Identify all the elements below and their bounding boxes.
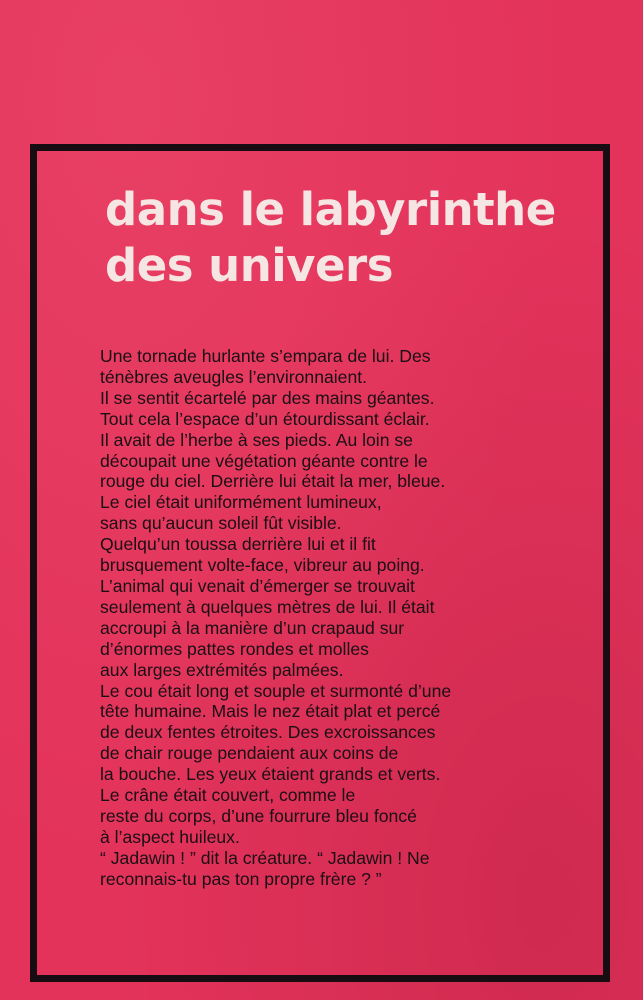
blurb-line: Quelqu’un toussa derrière lui et il fit	[100, 534, 376, 555]
blurb-line: accroupi à la manière d’un crapaud sur	[100, 617, 405, 638]
blurb-line: seulement à quelques mètres de lui. Il était	[100, 596, 435, 617]
blurb-line: “ Jadawin ! ” dit la créature. “ Jadawin ! Ne	[100, 847, 430, 868]
book-title	[105, 182, 605, 294]
blurb-line: la bouche. Les yeux étaient grands et verts.	[100, 764, 441, 785]
title-line-1: dans le labyrinthe	[105, 183, 556, 236]
blurb-line: reconnais-tu pas ton propre frère ? ”	[100, 868, 382, 889]
blurb-line: sans qu’aucun soleil fût visible.	[100, 513, 342, 534]
blurb-line: Tout cela l’espace d’un étourdissant éclair.	[100, 408, 430, 429]
blurb-line: Le crâne était couvert, comme le	[100, 785, 356, 806]
blurb-line: rouge du ciel. Derrière lui était la mer, bleue.	[100, 471, 446, 492]
blurb-line: Une tornade hurlante s’empara de lui. Des	[100, 346, 431, 366]
blurb-line: ténèbres aveugles l’environnaient.	[100, 366, 368, 387]
blurb-line: aux larges extrémités palmées.	[100, 659, 344, 680]
blurb-line: Il se sentit écartelé par des mains géantes.	[100, 387, 435, 408]
blurb-line: de chair rouge pendaient aux coins de	[100, 743, 399, 764]
blurb-line: Le cou était long et souple et surmonté d’une	[100, 680, 452, 701]
blurb-line: brusquement volte-face, vibreur au poing.	[100, 555, 425, 576]
blurb-line: découpait une végétation géante contre le	[100, 450, 428, 471]
blurb-line: à l’aspect huileux.	[100, 826, 240, 847]
back-cover-blurb	[100, 346, 600, 890]
blurb-line: reste du corps, d’une fourrure bleu foncé	[100, 805, 417, 826]
blurb-line: Le ciel était uniformément lumineux,	[100, 492, 382, 513]
blurb-line: tête humaine. Mais le nez était plat et percé	[100, 701, 441, 722]
blurb-line: d’énormes pattes rondes et molles	[100, 638, 369, 659]
blurb-line: L’animal qui venait d’émerger se trouvait	[100, 575, 415, 596]
title-line-2: des univers	[105, 239, 394, 292]
blurb-line: de deux fentes étroites. Des excroissances	[100, 722, 436, 743]
blurb-line: Il avait de l’herbe à ses pieds. Au loin se	[100, 429, 413, 450]
